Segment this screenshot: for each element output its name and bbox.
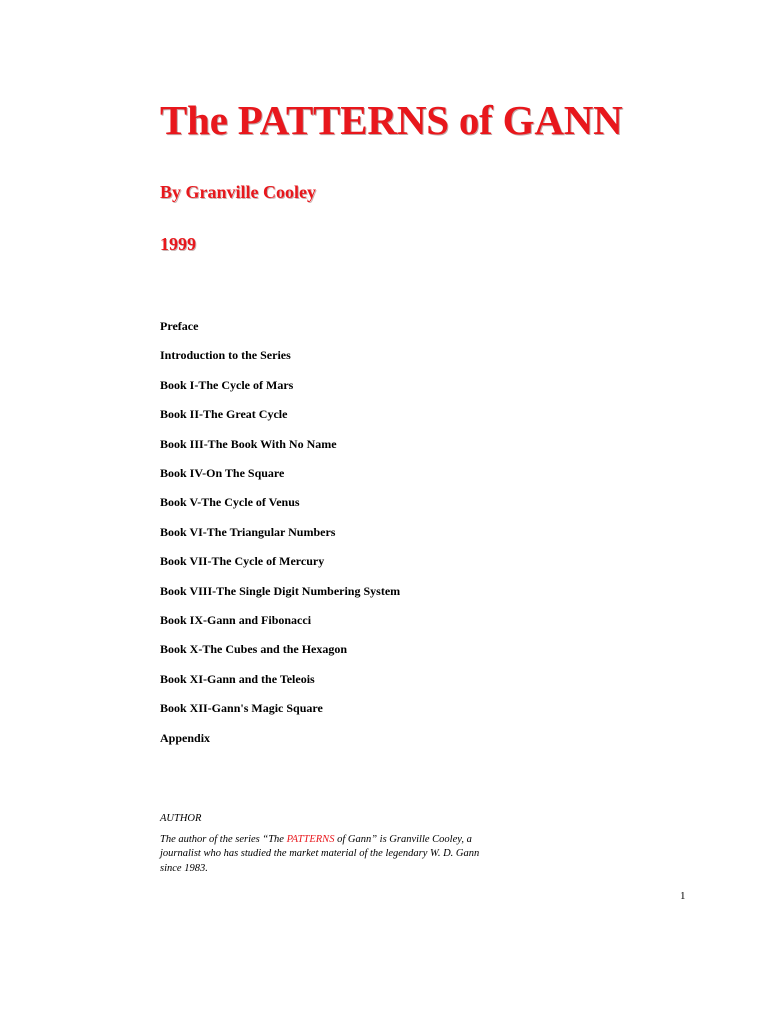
about-text-highlight: PATTERNS (286, 833, 335, 845)
toc-item-book-3: Book III-The Book With No Name (160, 436, 337, 451)
toc-item-preface: Preface (160, 319, 199, 333)
toc-item-book-7: Book VII-The Cycle of Mercury (160, 554, 325, 569)
toc-item-introduction: Introduction to the Series (160, 348, 291, 363)
toc-item-book-10: Book X-The Cubes and the Hexagon (160, 642, 348, 657)
about-text-start: The author of the series “The (160, 833, 287, 845)
toc-item-book-2: Book II-The Great Cycle (160, 407, 288, 422)
toc-item-book-8: Book VIII-The Single Digit Numbering System (160, 583, 401, 598)
about-text-end: of Gann” is Granville Cooley, a journalist who has studied the market material of the legendary W. D. Gann since 1983. (160, 833, 480, 874)
toc-item-appendix: Appendix (160, 731, 211, 746)
toc-item-book-11: Book XI-Gann and the Teleois (160, 671, 315, 686)
about-author (160, 812, 480, 876)
toc-item-book-1: Book I-The Cycle of Mars (160, 377, 294, 392)
toc-item-book-6: Book VI-The Triangular Numbers (160, 524, 336, 539)
author-byline: By Granville Cooley (160, 182, 316, 202)
page-number: 1 (680, 890, 686, 902)
table-of-contents (160, 318, 400, 760)
toc-item-book-5: Book V-The Cycle of Venus (160, 495, 300, 510)
publication-year: 1999 (160, 234, 196, 254)
toc-item-book-9: Book IX-Gann and Fibonacci (160, 612, 312, 627)
toc-item-book-4: Book IV-On The Square (160, 465, 285, 480)
about-heading: AUTHOR (160, 813, 202, 824)
toc-item-book-12: Book XII-Gann's Magic Square (160, 701, 323, 716)
about-text (160, 833, 480, 877)
document-title: The PATTERNS of GANN (160, 97, 623, 143)
